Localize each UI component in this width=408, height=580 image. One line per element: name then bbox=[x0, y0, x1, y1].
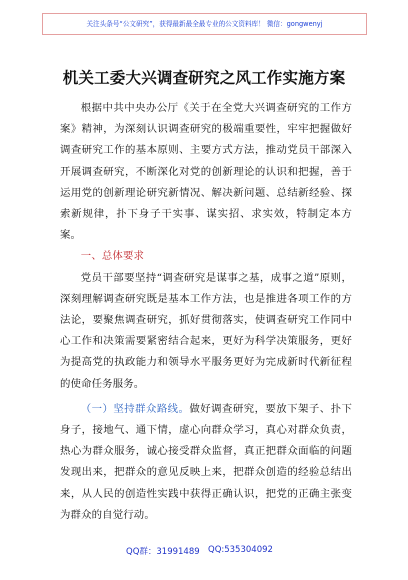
page-footer bbox=[0, 545, 408, 557]
qq-group-text: QQ群：31991489 bbox=[126, 547, 200, 557]
subsection-body: 做好调查研究，要放下架子、扑下身子，接地气、通下情，虚心向群众学习，真心对群众负责，热心为群众服务，诚心接受群众监督，真正把群众面临的问题发现出来，把群众的意见反映上来，把群众创造的经验总结出来，从人民的创造性实践中获得正确认识，把党的正确主张变为群众的自觉行动。 bbox=[60, 402, 352, 521]
promo-banner: 关注头条号“公文研究”，获得最新最全最专业的公文资料库！ 微信：gongwenyj bbox=[42, 13, 367, 35]
document-body bbox=[60, 98, 352, 526]
subsection-heading: （一）坚持群众路线。 bbox=[80, 402, 190, 415]
section-paragraph: 党员干部要坚持“调查研究是谋事之基，成事之道”原则，深刻理解调查研究既是基本工作方法，也是推进各项工作的方法论，要聚焦调查研究，抓好贯彻落实，使调查研究工作同中心工作和决策需要紧密结合起来，更好为科学决策服务，更好为提高党的执政能力和领导水平服务更好为完成新时代新征程的使命任务服务。 bbox=[60, 271, 352, 390]
subsection-paragraph bbox=[60, 399, 352, 526]
intro-paragraph: 根据中共中央办公厅《关于在全党大兴调查研究的工作方案》精神，为深刻认识调查研究的极端重要性，牢牢把握做好调查研究工作的基本原则、主要方式方法，推动党员干部深入开展调查研究，不断深化对党的创新理论的认识和把握，善于运用党的创新理论研究新情况、解决新问题、总结新经验、探索新规律，扑下身子干实事、谋实招、求实效，特制定本方案。 bbox=[60, 102, 352, 242]
qq-contact-text: QQ:535304092 bbox=[208, 545, 273, 555]
document-title: 机关工委大兴调查研究之风工作实施方案 bbox=[62, 69, 346, 87]
section-heading-general-requirements: 一、总体要求 bbox=[80, 250, 145, 263]
